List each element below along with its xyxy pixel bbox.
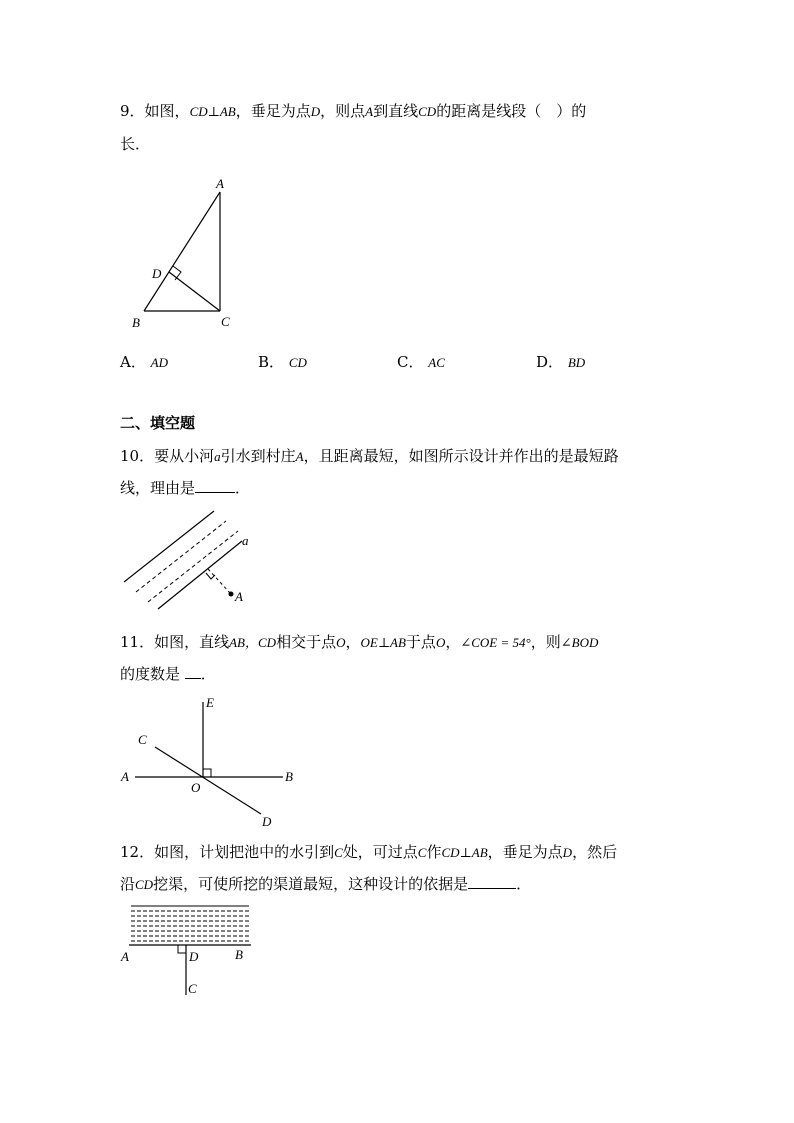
option-value: AC bbox=[428, 355, 445, 370]
label-o: O bbox=[191, 780, 201, 795]
q10-river-figure bbox=[120, 505, 270, 615]
q9-text: 到直线 bbox=[373, 102, 419, 120]
q11-text: 如图，直线 bbox=[154, 633, 230, 651]
q10-text: 要从小河 bbox=[154, 447, 215, 465]
q12-text-line-2 bbox=[120, 874, 531, 895]
q9-option-d[interactable] bbox=[536, 352, 585, 373]
q12-answer-blank[interactable] bbox=[468, 874, 516, 889]
option-label: D． bbox=[536, 353, 564, 371]
right-angle-mark bbox=[178, 945, 186, 953]
q10-text: 线，理由是 bbox=[120, 479, 196, 497]
q11-lines: AB，CD bbox=[229, 635, 277, 650]
q9-option-a[interactable] bbox=[120, 352, 168, 373]
shortest-path bbox=[208, 569, 230, 593]
q11-intersecting-lines-figure bbox=[115, 690, 305, 830]
label-village: A bbox=[235, 589, 243, 604]
q9-text: 的距离是线段（ ）的 bbox=[436, 102, 587, 120]
q12-text: 作 bbox=[426, 843, 442, 861]
q12-condition: CD⊥AB bbox=[441, 845, 488, 860]
q12-point: C bbox=[334, 845, 343, 860]
segment-ab bbox=[144, 192, 220, 311]
q9-point: A bbox=[365, 104, 374, 119]
label-b: B bbox=[285, 769, 293, 784]
line-cd bbox=[155, 747, 261, 814]
option-label: C． bbox=[397, 353, 424, 371]
q11-text: ，则 bbox=[530, 633, 561, 651]
q12-line: CD bbox=[135, 877, 154, 892]
option-value: CD bbox=[288, 355, 307, 370]
label-a-river: a bbox=[242, 533, 249, 548]
label-a: A bbox=[121, 769, 129, 784]
q10-text: ，且距离最短，如图所示设计并作出的是最短路 bbox=[303, 447, 619, 465]
q12-text: 如图，计划把池中的水引到 bbox=[154, 843, 335, 861]
q11-text-line-2 bbox=[120, 664, 216, 684]
q12-number: 12． bbox=[120, 843, 155, 861]
q9-option-c[interactable] bbox=[397, 352, 445, 373]
q11-text: 的度数是 bbox=[120, 665, 181, 683]
river-water-line bbox=[136, 521, 226, 592]
right-angle-mark bbox=[173, 266, 181, 280]
q11-ask: ∠BOD bbox=[560, 635, 599, 650]
q9-triangle-figure bbox=[120, 170, 250, 335]
q12-text: ． bbox=[516, 875, 532, 893]
option-value: BD bbox=[567, 355, 586, 370]
label-d: D bbox=[189, 949, 199, 964]
option-label: B． bbox=[258, 353, 285, 371]
q9-text-line-1 bbox=[120, 101, 586, 122]
q12-point: D bbox=[562, 845, 573, 860]
q11-text: 相交于点 bbox=[276, 633, 337, 651]
label-c: C bbox=[221, 314, 230, 329]
q9-point: D bbox=[310, 104, 321, 119]
q12-text: ，然后 bbox=[572, 843, 618, 861]
q9-line: CD bbox=[418, 104, 437, 119]
q12-text: 沿 bbox=[120, 875, 136, 893]
q11-text: ， bbox=[345, 633, 361, 651]
q12-text: 挖渠，可使所挖的渠道最短，这种设计的依据是 bbox=[153, 875, 469, 893]
q12-point: C bbox=[417, 845, 427, 860]
q10-text: 引水到村庄 bbox=[220, 447, 296, 465]
q9-text: ，则点 bbox=[320, 102, 366, 120]
q10-answer-blank[interactable] bbox=[195, 478, 235, 493]
q10-text-line-1 bbox=[120, 446, 619, 467]
q12-text: ，垂足为点 bbox=[487, 843, 563, 861]
river-bank-upper bbox=[124, 511, 214, 582]
option-label: A． bbox=[120, 353, 146, 371]
q11-answer-blank[interactable] bbox=[185, 664, 201, 679]
q12-text: 处，可过点 bbox=[342, 843, 418, 861]
right-angle-mark bbox=[206, 573, 215, 579]
river-water-line bbox=[148, 531, 238, 602]
q9-condition: CD⊥AB bbox=[189, 104, 236, 119]
q9-text: 长． bbox=[120, 135, 151, 153]
pond-water bbox=[131, 911, 249, 941]
q10-village: A bbox=[295, 449, 304, 464]
label-a: A bbox=[121, 949, 129, 964]
river-bank-a bbox=[158, 541, 242, 609]
label-b: B bbox=[132, 315, 140, 330]
q11-number: 11． bbox=[120, 633, 155, 651]
right-angle-mark bbox=[203, 769, 211, 777]
q11-text: ． bbox=[200, 665, 216, 683]
q11-point: O bbox=[336, 635, 346, 650]
label-d: D bbox=[262, 814, 272, 829]
label-b: B bbox=[235, 947, 243, 962]
q10-text: ． bbox=[235, 479, 251, 497]
option-value: AD bbox=[150, 355, 168, 370]
label-c: C bbox=[188, 981, 197, 996]
q11-angle: ∠COE = 54° bbox=[460, 635, 531, 650]
q11-text-line-1 bbox=[120, 632, 598, 653]
q9-option-b[interactable] bbox=[258, 352, 307, 373]
q9-text-line-2 bbox=[120, 134, 150, 154]
q10-river: a bbox=[214, 449, 221, 464]
q9-text: 如图， bbox=[144, 102, 190, 120]
q11-text: ， bbox=[445, 633, 461, 651]
label-a: A bbox=[216, 176, 224, 191]
q9-number: 9． bbox=[120, 102, 145, 120]
label-d: D bbox=[152, 266, 162, 281]
q12-text-line-1 bbox=[120, 842, 617, 863]
q12-pond-figure bbox=[115, 900, 265, 1000]
q11-point: O bbox=[435, 635, 446, 650]
q10-text-line-2 bbox=[120, 478, 250, 498]
section-title: 二、填空题 bbox=[120, 414, 196, 432]
q11-condition: OE⊥AB bbox=[360, 635, 406, 650]
q9-text: ，垂足为点 bbox=[235, 102, 311, 120]
q10-number: 10． bbox=[120, 447, 155, 465]
village-dot bbox=[229, 592, 234, 597]
label-e: E bbox=[206, 695, 214, 710]
label-c: C bbox=[138, 732, 147, 747]
q11-text: 于点 bbox=[405, 633, 436, 651]
